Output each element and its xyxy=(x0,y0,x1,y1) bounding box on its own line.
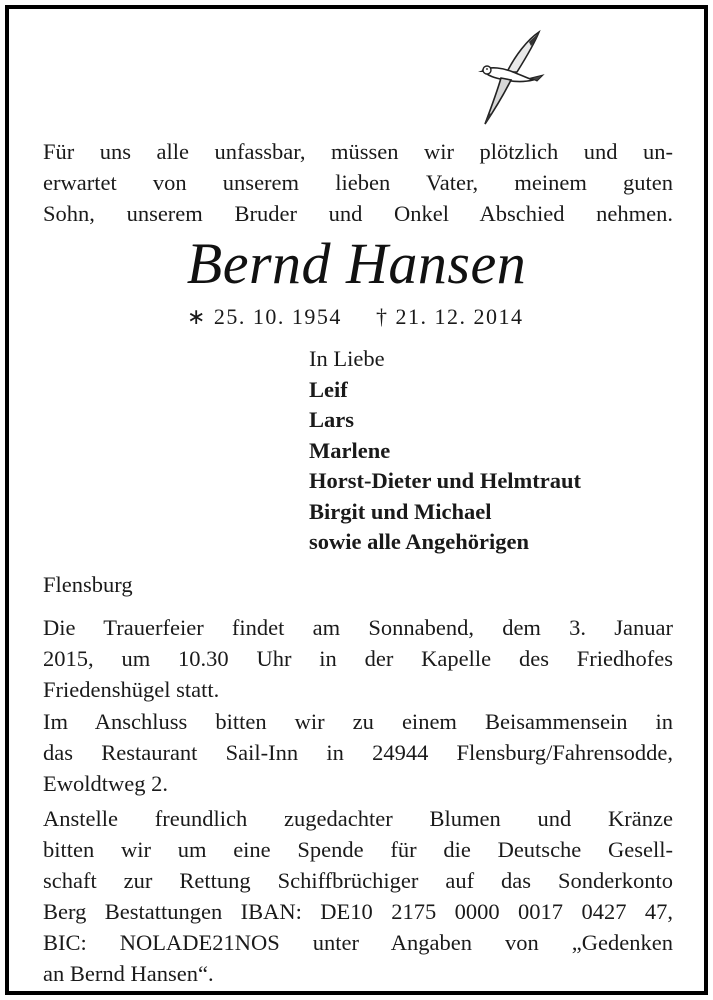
paragraph-line: BIC: NOLADE21NOS unter Angaben von „Gedenken xyxy=(43,930,673,955)
intro-line: Für uns alle unfassbar, müssen wir plötzlich und un- xyxy=(43,139,673,164)
paragraph-line: bitten wir um eine Spende für die Deutsche Gesell- xyxy=(43,837,673,862)
paragraph-line: an Bernd Hansen“. xyxy=(43,961,214,986)
funeral-paragraph xyxy=(43,612,673,705)
place-name: Flensburg xyxy=(43,572,133,597)
donation-paragraph xyxy=(43,803,673,989)
deceased-name: Bernd Hansen xyxy=(186,231,527,296)
intro-line: Sohn, unserem Bruder und Onkel Abschied nehmen. xyxy=(43,201,673,226)
paragraph-line: Die Trauerfeier findet am Sonnabend, dem 3. Januar xyxy=(43,615,673,640)
paragraph-line: Berg Bestattungen IBAN: DE10 2175 0000 0017 0427 47, xyxy=(43,899,673,924)
intro-text xyxy=(43,136,673,229)
paragraph-line: Anstelle freundlich zugedachter Blumen und Kränze xyxy=(43,806,673,831)
mourner-name: Lars xyxy=(309,407,354,432)
paragraph-line: Friedenshügel statt. xyxy=(43,677,220,702)
paragraph-line: 2015, um 10.30 Uhr in der Kapelle des Friedhofes xyxy=(43,646,673,671)
mourner-name: Horst-Dieter und Helmtraut xyxy=(309,468,582,493)
seagull-icon xyxy=(477,28,545,128)
paragraph-line: schaft zur Rettung Schiffbrüchiger auf das Sonderkonto xyxy=(43,868,673,893)
gathering-paragraph xyxy=(43,706,673,799)
paragraph-line: Ewoldtweg 2. xyxy=(43,771,168,796)
mourner-name: sowie alle Angehörigen xyxy=(309,529,529,554)
mourner-name: Marlene xyxy=(309,437,391,463)
mourner-name: Birgit und Michael xyxy=(309,498,492,524)
intro-line: erwartet von unserem lieben Vater, meinem guten xyxy=(43,170,673,195)
paragraph-line: Im Anschluss bitten wir zu einem Beisammensein in xyxy=(43,709,673,734)
paragraph-line: das Restaurant Sail-Inn in 24944 Flensburg/Fahrensodde, xyxy=(43,740,673,765)
life-dates xyxy=(187,303,523,331)
mourners-lead: In Liebe xyxy=(309,346,385,371)
mourners-list xyxy=(309,344,581,558)
death-date: † 21. 12. 2014 xyxy=(375,304,524,329)
birth-date: ∗ 25. 10. 1954 xyxy=(187,304,342,329)
mourner-name: Leif xyxy=(309,376,348,402)
